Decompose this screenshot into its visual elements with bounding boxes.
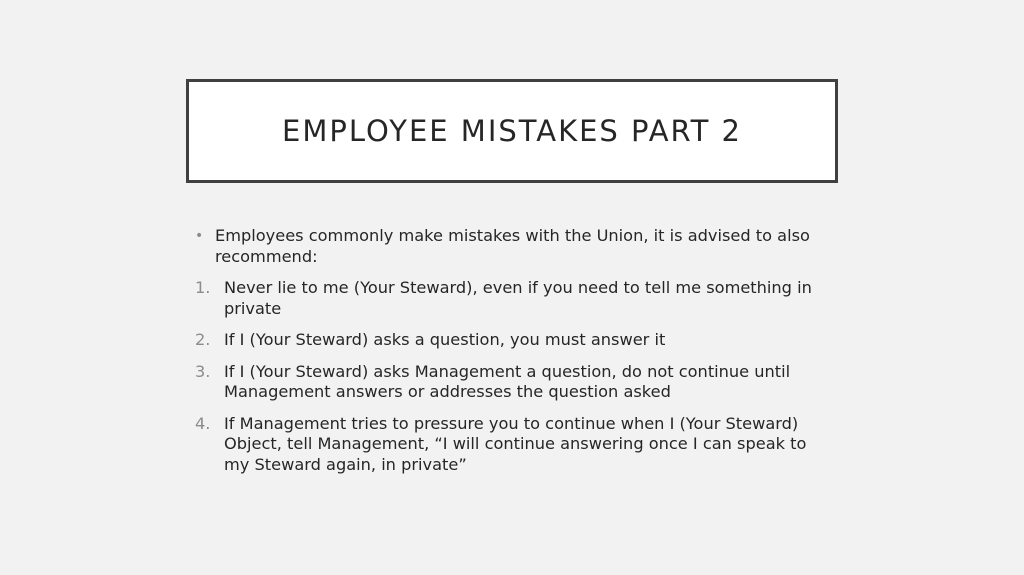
title-box: [186, 79, 838, 183]
slide-content: [193, 226, 833, 486]
list-item: [193, 278, 833, 319]
list-item-number: 4.: [195, 413, 211, 433]
list-item: [193, 414, 833, 476]
slide-title: EMPLOYEE MISTAKES PART 2: [282, 114, 742, 148]
list-item-number: 1.: [195, 278, 211, 297]
bullet-item: [193, 226, 833, 267]
list-item-text: If Management tries to pressure you to continue when I (Your Steward) Object, tell Management, “I will continue answering once I can speak to my Steward again, in private”: [224, 413, 807, 474]
list-item-number: 2.: [195, 330, 211, 349]
bullet-text: Employees commonly make mistakes with the Union, it is advised to also recommend:: [215, 226, 810, 266]
list-item-text: If I (Your Steward) asks a question, you must answer it: [224, 330, 666, 349]
list-item-number: 3.: [195, 361, 211, 381]
list-item: [193, 330, 833, 351]
bullet-marker: •: [195, 228, 204, 244]
list-item-text: If I (Your Steward) asks Management a question, do not continue until Management answers or addresses the question asked: [224, 361, 791, 401]
list-item: [193, 362, 833, 403]
list-item-text: Never lie to me (Your Steward), even if you need to tell me something in private: [224, 278, 812, 318]
